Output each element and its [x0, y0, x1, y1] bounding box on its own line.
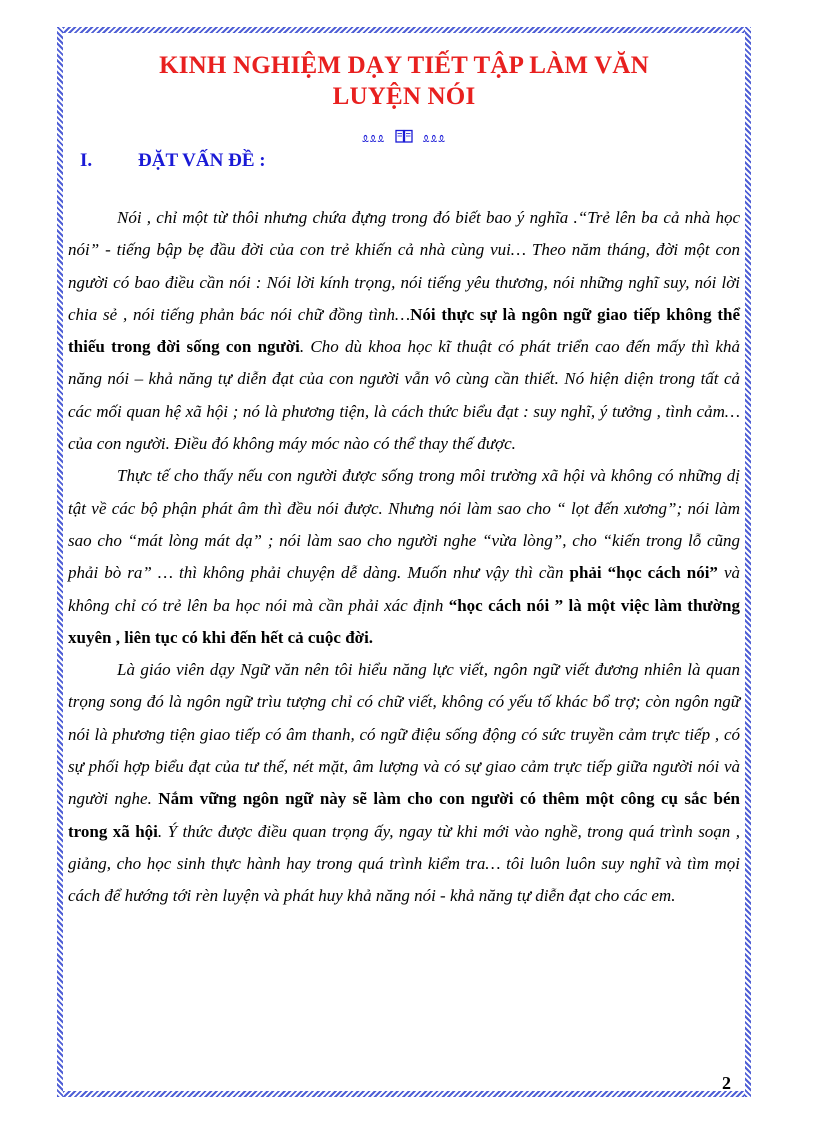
paragraph-2-bold-1: phải “học cách nói”	[569, 563, 718, 583]
ornament-right: ᦸᦸᦸ	[422, 128, 446, 146]
ornament-left: ᦸᦸᦸ	[362, 128, 386, 146]
document-title	[68, 50, 740, 112]
border-top	[57, 27, 751, 33]
paragraph-2	[68, 460, 740, 654]
title-line-1: KINH NGHIỆM DẠY TIẾT TẬP LÀM VĂN	[159, 52, 649, 79]
paragraph-1-text-a: Nói , chỉ một từ thôi nhưng chứa đựng trong đó biết bao ý nghĩa .“Trẻ lên ba cả nhà học nói” - tiếng bập bẹ đầu đời của con trẻ khiến cả nhà cùng vui… Theo năm tháng, đời một con người có bao điều cần nói : Nói lời kính trọng, nói tiếng yêu thương, nói những nghĩ suy, nói lời chia sẻ , nói tiếng phản bác nói chữ đồng tình…	[68, 208, 740, 324]
title-ornament	[68, 128, 740, 148]
section-title: ĐẶT VẤN ĐỀ :	[138, 150, 266, 171]
paragraph-3-text-a: Là giáo viên dạy Ngữ văn nên tôi hiểu năng lực viết, ngôn ngữ viết đương nhiên là quan trọng song đó là ngôn ngữ trìu tượng chỉ có chữ viết, không có yếu tố khác bổ trợ; còn ngôn ngữ nói là phương tiện giao tiếp có âm thanh, có ngữ điệu sống động có sức truyền cảm trực tiếp , có sự phối hợp biểu đạt của tư thế, nét mặt, âm lượng và có sự giao cảm trực tiếp giữa người nói và người nghe.	[68, 660, 740, 809]
paragraph-3	[68, 654, 740, 912]
title-line-2: LUYỆN NÓI	[332, 83, 476, 110]
paragraph-3-bold: Nắm vững ngôn ngữ này sẽ làm cho con người có thêm một công cụ sắc bén trong xã hội	[68, 789, 740, 841]
book-icon	[395, 128, 419, 146]
page-number: 2	[722, 1073, 731, 1093]
paragraph-1-bold: Nói thực sự là ngôn ngữ giao tiếp không thể thiếu trong đời sống con người	[68, 304, 740, 357]
border-right	[745, 27, 751, 1097]
section-number: I.	[80, 150, 93, 171]
document-content	[68, 50, 740, 913]
paragraph-1	[68, 202, 740, 460]
border-bottom	[57, 1091, 751, 1097]
paragraph-2-text-a: Thực tế cho thấy nếu con người được sống trong môi trường xã hội và không có những dị tật về các bộ phận phát âm thì đều nói được. Nhưng nói làm sao cho “ lọt đến xương”; nói làm sao cho “mát lòng mát dạ” ; nói làm sao cho người nghe “vừa lòng”, cho “kiến trong lỗ cũng phải bò ra” … thì không phải chuyện dễ dàng. Muốn như vậy thì cần	[68, 466, 740, 583]
border-left	[57, 27, 63, 1097]
paragraph-1-text-c: . Cho dù khoa học kĩ thuật có phát triển cao đến mấy thì khả năng nói – khả năng tự diễn đạt của con người vẫn vô cùng cần thiết. Nó hiện diện trong tất cả các mối quan hệ xã hội ; nó là phương tiện, là cách thức biểu đạt : suy nghĩ, ý tưởng , tình cảm… của con người. Điều đó không máy móc nào có thể thay thế được.	[68, 337, 740, 454]
paragraph-2-bold-2: “học cách nói ” là một việc làm thường xuyên , liên tục có khi đến hết cả cuộc đời.	[68, 595, 740, 647]
paragraph-2-text-c: và không chỉ có trẻ lên ba học nói mà cần phải xác định	[68, 563, 740, 615]
paragraph-3-text-c: . Ý thức được điều quan trọng ấy, ngay từ khi mới vào nghề, trong quá trình soạn , giảng, cho học sinh thực hành hay trong quá trình kiểm tra… tôi luôn luôn suy nghĩ và tìm mọi cách để hướng tới rèn luyện và phát huy khả năng nói - khả năng tự diễn đạt cho các em.	[68, 821, 740, 906]
section-heading	[68, 150, 740, 176]
